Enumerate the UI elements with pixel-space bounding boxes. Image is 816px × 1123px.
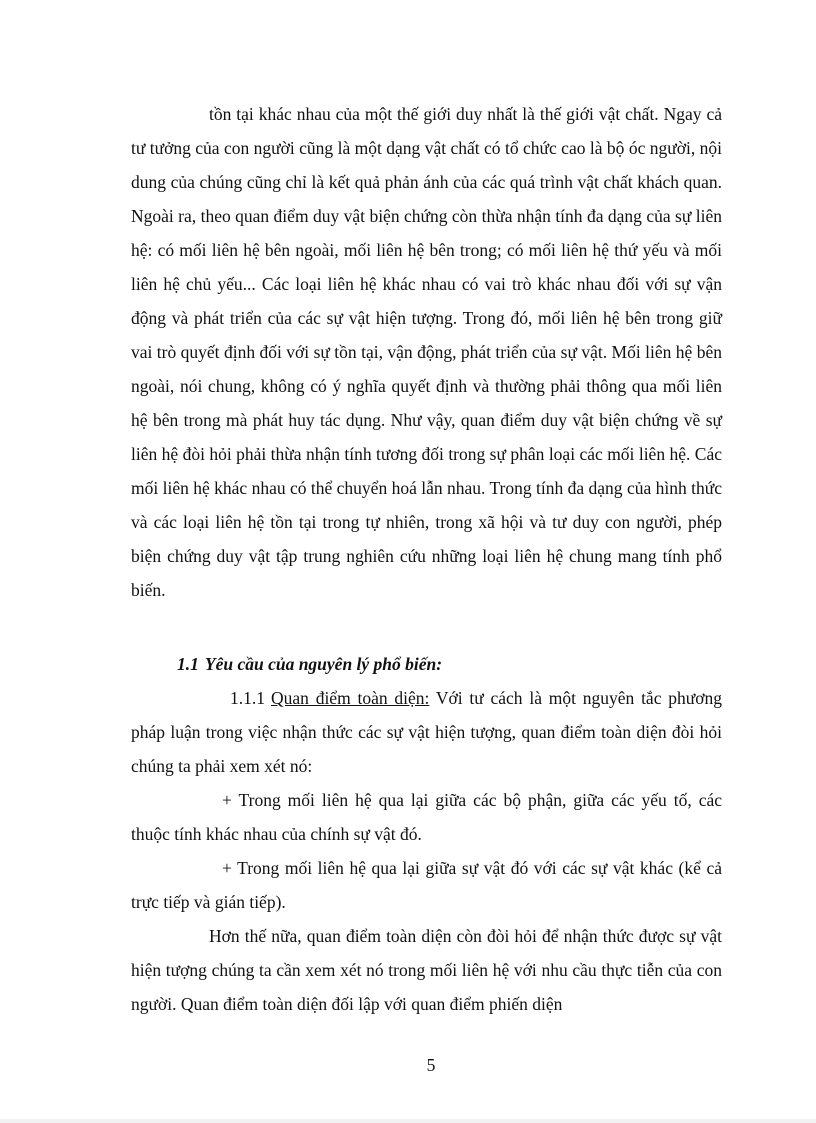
page-bottom-edge: [0, 1119, 816, 1123]
subsection-body: Với tư cách là một nguyên tắc phương pháp luận trong việc nhận thức các sự vật hiện tượng, quan điểm toàn diện đòi hỏi chúng ta phải xem xét nó:: [131, 688, 722, 776]
page-number: 5: [426, 1055, 436, 1075]
subsection-paragraph: [131, 681, 722, 783]
bullet-paragraph: + Trong mối liên hệ qua lại giữa sự vật đó với các sự vật khác (kể cả trực tiếp và gián tiếp).: [131, 858, 722, 912]
body-paragraph: tồn tại khác nhau của một thế giới duy nhất là thế giới vật chất. Ngay cả tư tưởng của con người cũng là một dạng vật chất có tổ chức cao là bộ óc người, nội dung của chúng cũng chỉ là kết quả phản ánh của các quá trình vật chất khách quan. Ngoài ra, theo quan điểm duy vật biện chứng còn thừa nhận tính đa dạng của sự liên hệ: có mối liên hệ bên ngoài, mối liên hệ bên trong; có mối liên hệ thứ yếu và mối liên hệ chủ yếu... Các loại liên hệ khác nhau có vai trò khác nhau đối với sự vận động và phát triển của các sự vật hiện tượng. Trong đó, mối liên hệ bên trong giữ vai trò quyết định đối với sự tồn tại, vận động, phát triển của sự vật. Mối liên hệ bên ngoài, nói chung, không có ý nghĩa quyết định và thường phải thông qua mối liên hệ bên trong mà phát huy tác dụng. Như vậy, quan điểm duy vật biện chứng về sự liên hệ đòi hỏi phải thừa nhận tính tương đối trong sự phân loại các mối liên hệ. Các mối liên hệ khác nhau có thể chuyển hoá lẫn nhau. Trong tính đa dạng của hình thức và các loại liên hệ tồn tại trong tự nhiên, trong xã hội và tư duy con người, phép biện chứng duy vật tập trung nghiên cứu những loại liên hệ chung mang tính phổ biến.: [131, 104, 722, 600]
section-heading: [177, 647, 442, 681]
section-title: Yêu cầu của nguyên lý phổ biến:: [204, 654, 443, 674]
subsection-term: Quan điểm toàn diện:: [271, 688, 430, 708]
subsection-number: 1.1.1: [230, 688, 265, 708]
body-paragraph: Hơn thế nữa, quan điểm toàn diện còn đòi hỏi để nhận thức được sự vật hiện tượng chúng ta cần xem xét nó trong mối liên hệ với nhu cầu thực tiễn của con người. Quan điểm toàn diện đối lập với quan điểm phiến diện: [131, 926, 722, 1014]
bullet-paragraph: + Trong mối liên hệ qua lại giữa các bộ phận, giữa các yếu tố, các thuộc tính khác nhau của chính sự vật đó.: [131, 790, 722, 844]
section-number: 1.1: [177, 654, 199, 674]
